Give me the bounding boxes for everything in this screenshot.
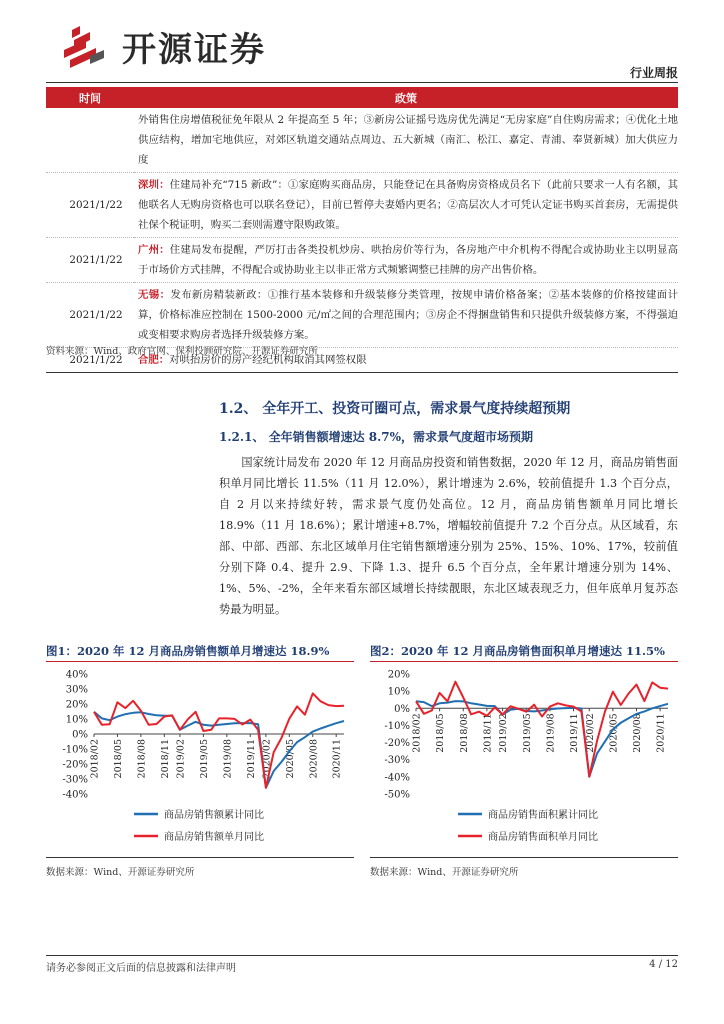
x-tick-label: 2019/02 — [498, 713, 510, 753]
column-header-time: 时间 — [46, 87, 134, 108]
table-cell-policy — [134, 283, 678, 348]
x-tick-label: 2019/08 — [545, 713, 557, 753]
table-row — [46, 238, 678, 283]
figure-1-title: 图1：2020 年 12 月商品房销售额单月增速达 18.9% — [46, 640, 354, 662]
y-tick-label: -30% — [62, 774, 88, 786]
x-tick-label: 2020/05 — [608, 713, 620, 753]
logo-text: 开源证券 — [122, 29, 266, 70]
policy-city: 无锡： — [138, 289, 171, 301]
x-tick-label: 2019/08 — [222, 739, 234, 779]
y-tick-label: -20% — [62, 759, 88, 771]
x-tick-label: 2020/02 — [261, 739, 273, 779]
policy-city: 合肥： — [138, 354, 170, 366]
policy-text: 住建局发布提醒，严厉打击各类投机炒房、哄抬房价等行为，各房地产中介机构不得配合或协助业主以明显高于市场价方式挂牌，不得配合或协助业主以非正常方式频繁调整已挂牌的房产出售价格。 — [138, 244, 678, 276]
table-cell-policy — [134, 108, 678, 173]
footer-divider — [46, 955, 678, 956]
x-tick-label: 2020/05 — [284, 739, 296, 779]
y-tick-label: -20% — [384, 738, 410, 750]
y-tick-label: -30% — [384, 755, 410, 767]
x-tick-label: 2020/11 — [331, 739, 343, 779]
y-tick-label: 20% — [65, 699, 88, 711]
figure-2-title: 图2：2020 年 12 月商品房销售面积单月增速达 11.5% — [370, 640, 678, 662]
chart-2-svg — [370, 670, 678, 858]
policy-city: 广州： — [138, 244, 170, 256]
table-cell-date — [46, 108, 134, 173]
policy-table — [46, 87, 678, 373]
table-cell-policy — [134, 173, 678, 238]
company-logo — [56, 20, 296, 72]
y-tick-label: -10% — [384, 720, 410, 732]
legend-label: 商品房销售额累计同比 — [164, 810, 264, 821]
subsection-heading: 1.2.1、 全年销售额增速达 8.7%，需求景气度超市场预期 — [219, 430, 534, 444]
legend-label: 商品房销售额单月同比 — [164, 832, 264, 843]
x-tick-label: 2018/05 — [112, 739, 124, 779]
y-tick-label: 30% — [65, 684, 88, 696]
logo-mark-icon — [56, 22, 116, 70]
y-tick-label: -10% — [62, 744, 88, 756]
y-tick-label: -50% — [384, 789, 410, 801]
x-tick-label: 2018/02 — [411, 713, 423, 753]
y-tick-label: -40% — [384, 772, 410, 784]
policy-text: 住建局补充“715 新政”：①家庭购买商品房，只能登记在具备购房资格成员名下（此前只要求一人有名额，其他联名人无购房资格也可以联名登记），目前已暂停夫妻婚内更名；②高层次人才可凭认定证书购买首套房，无需提供社保个税证明，购买二套则需遵守限购政策。 — [138, 179, 678, 231]
table-cell-date: 2021/1/22 — [46, 348, 134, 373]
series-line-monthly — [94, 693, 344, 787]
policy-text: 发布新房精装新政：①推行基本装修和升级装修分类管理，按规申请价格备案；②基本装修的价格按建面计算，价格标准应控制在 1500-2000 元/㎡之间的合理范围内；③房企不得捆盘销售和只提供升级装修方案，不得强迫或变相要求购房者选择升级装修方案。 — [138, 289, 679, 341]
x-tick-label: 2018/05 — [435, 713, 447, 753]
series-line-monthly — [416, 682, 668, 777]
y-tick-label: 10% — [387, 686, 410, 698]
table-cell-policy — [134, 238, 678, 283]
y-tick-label: 10% — [65, 714, 88, 726]
figure-2-body — [370, 662, 678, 858]
table-header-row — [46, 87, 678, 108]
x-tick-label: 2019/05 — [198, 739, 210, 779]
header-divider — [46, 82, 678, 83]
x-tick-label: 2018/08 — [136, 739, 148, 779]
figure-1-source: 数据来源：Wind、开源证券研究所 — [46, 867, 195, 878]
policy-text: 外销售住房增值税征免年限从 2 年提高至 5 年；③新房公证摇号选房优先满足“无房家庭”自住购房需求；④优化土地供应结构，增加宅地供应，对郊区轨道交通站点周边、五大新城（南汇、松江、嘉定、青浦、奉贤新城）加大供应力度 — [138, 114, 678, 166]
y-tick-label: 0% — [394, 703, 410, 715]
section-heading: 1.2、 全年开工、投资可圈可点，需求景气度持续超预期 — [219, 401, 571, 417]
x-tick-label: 2020/02 — [584, 713, 596, 753]
table-cell-date: 2021/1/22 — [46, 283, 134, 348]
y-tick-label: 0% — [72, 729, 88, 741]
table-cell-date: 2021/1/22 — [46, 238, 134, 283]
table-row — [46, 108, 678, 173]
figure-2-source: 数据来源：Wind、开源证券研究所 — [370, 867, 519, 878]
series-line-cumulative — [94, 712, 344, 788]
figure-2 — [370, 640, 678, 878]
x-tick-label: 2018/02 — [89, 739, 101, 779]
table-cell-date: 2021/1/22 — [46, 173, 134, 238]
table-source-note: 资料来源：Wind、政府官网、保利投顾研究院、开源证券研究所 — [46, 346, 318, 357]
table-row — [46, 283, 678, 348]
policy-city: 深圳： — [138, 179, 170, 191]
column-header-policy: 政策 — [134, 87, 678, 108]
body-paragraph: 国家统计局发布 2020 年 12 月商品房投资和销售数据，2020 年 12 月，商品房销售面积单月同比增长 11.5%（11 月 12.0%），累计增速为 2.6%，较前值提升 1.3 个百分点，自 2 月以来持续好转，需求景气度仍处高位。12 月，商品房销售额单月同比增长 18.9%（11 月 18.6%）；累计增速+8.7%，增幅较前值提升 7.2 个百分点。从区域看，东部、中部、西部、东北区域单月住宅销售额增速分别为 25%、15%、10%、17%，较前值分别下降 0.4、提升 2.9、下降 1.3、提升 6.5 个百分点，全年累计增速分别为 14%、1%、5%、-2%，全年来看东部区域增长持续靓眼，东北区域表现乏力，但年底单月复苏态势最为明显。 — [219, 456, 678, 616]
report-type-label: 行业周报 — [629, 66, 678, 80]
y-tick-label: -40% — [62, 789, 88, 801]
y-tick-label: 20% — [387, 670, 410, 681]
page-number: 4 / 12 — [649, 959, 678, 970]
x-tick-label: 2018/11 — [482, 713, 494, 753]
figure-1-body — [46, 662, 354, 858]
legend-label: 商品房销售面积累计同比 — [488, 810, 598, 821]
x-tick-label: 2019/11 — [569, 713, 580, 753]
x-tick-label: 2019/11 — [245, 739, 257, 779]
y-tick-label: 40% — [65, 670, 88, 681]
series-line-cumulative — [416, 701, 668, 777]
figure-1 — [46, 640, 354, 878]
x-tick-label: 2020/08 — [308, 739, 320, 779]
x-tick-label: 2018/11 — [159, 739, 171, 779]
policy-text: 对哄抬房价的房产经纪机构取消其网签权限 — [169, 354, 367, 366]
legend-label: 商品房销售面积单月同比 — [488, 832, 598, 843]
chart-1-svg — [46, 670, 354, 858]
x-tick-label: 2018/08 — [458, 713, 470, 753]
x-tick-label: 2020/11 — [655, 713, 667, 753]
x-tick-label: 2020/08 — [632, 713, 643, 753]
table-row — [46, 173, 678, 238]
x-tick-label: 2019/02 — [175, 739, 187, 779]
footer-disclaimer: 请务必参阅正文后面的信息披露和法律声明 — [46, 963, 236, 974]
x-tick-label: 2019/05 — [521, 713, 533, 753]
